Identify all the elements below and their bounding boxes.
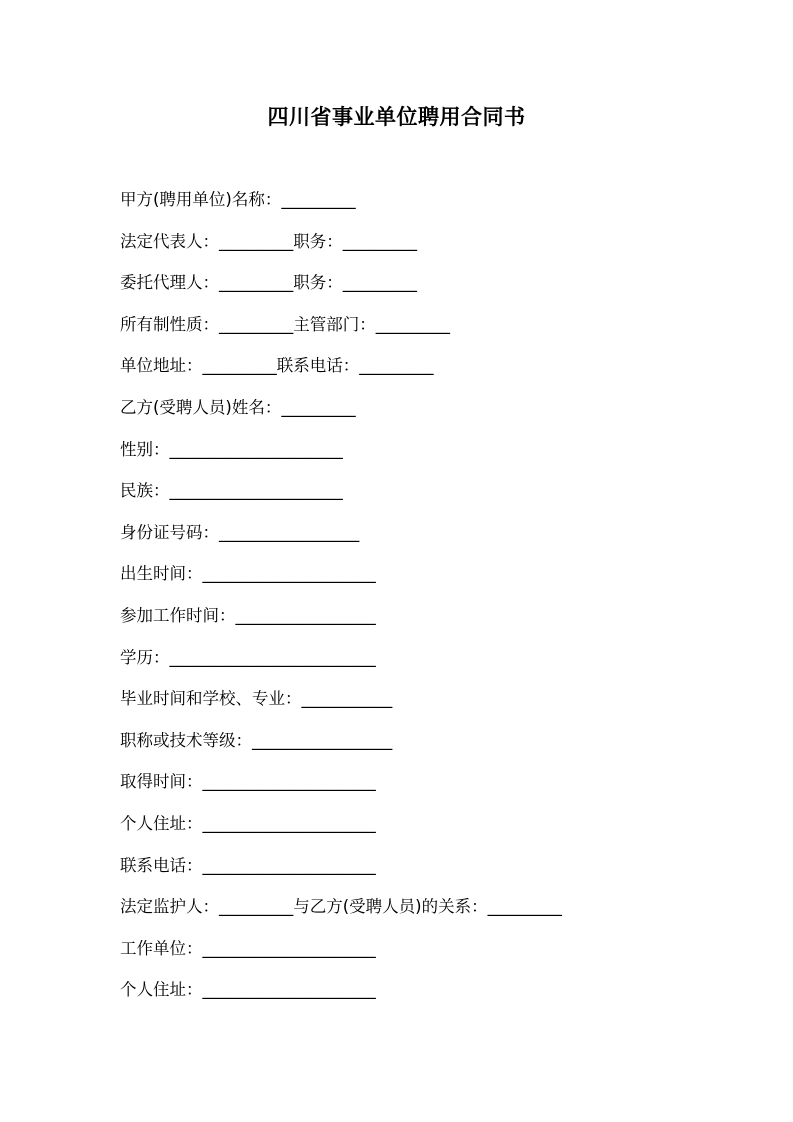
line-text: 出生时间：_____________________ xyxy=(120,564,376,584)
line-guardian-workplace xyxy=(120,935,740,977)
line-ethnicity xyxy=(120,477,740,519)
line-legal-guardian xyxy=(120,893,740,935)
page-title: 四川省事业单位聘用合同书 xyxy=(267,105,526,129)
line-graduation xyxy=(120,685,740,727)
line-text: 所有制性质：_________主管部门：_________ xyxy=(120,314,450,334)
line-text: 民族：_____________________ xyxy=(120,481,343,501)
line-employer-address xyxy=(120,352,740,394)
line-text: 单位地址：_________联系电话：_________ xyxy=(120,356,434,376)
line-education xyxy=(120,644,740,686)
line-work-start-date xyxy=(120,602,740,644)
line-ownership-nature xyxy=(120,311,740,353)
line-text: 委托代理人：_________职务：_________ xyxy=(120,273,417,293)
line-text: 个人住址：_____________________ xyxy=(120,980,376,1000)
line-id-number xyxy=(120,519,740,561)
line-text: 性别：_____________________ xyxy=(120,439,343,459)
line-gender xyxy=(120,436,740,478)
line-text: 毕业时间和学校、专业：___________ xyxy=(120,689,393,709)
line-text: 工作单位：_____________________ xyxy=(120,938,376,958)
line-authorized-agent xyxy=(120,269,740,311)
line-legal-representative xyxy=(120,228,740,270)
line-text: 取得时间：_____________________ xyxy=(120,772,376,792)
line-obtained-date xyxy=(120,768,740,810)
line-employer-name xyxy=(120,186,740,228)
line-text: 身份证号码：_________________ xyxy=(120,522,360,542)
line-guardian-address xyxy=(120,976,740,1018)
line-birth-date xyxy=(120,560,740,602)
line-professional-title xyxy=(120,727,740,769)
form-lines xyxy=(120,186,740,1018)
line-text: 学历：_________________________ xyxy=(120,647,376,667)
line-text: 法定代表人：_________职务：_________ xyxy=(120,231,417,251)
line-text: 法定监护人：_________与乙方(受聘人员)的关系：_________ xyxy=(120,897,562,917)
line-employee-name xyxy=(120,394,740,436)
line-text: 甲方(聘用单位)名称：_________ xyxy=(120,190,356,209)
line-text: 职称或技术等级：_________________ xyxy=(120,730,393,750)
line-text: 参加工作时间：_________________ xyxy=(120,605,376,625)
line-text: 个人住址：_____________________ xyxy=(120,813,376,833)
line-contact-phone xyxy=(120,852,740,894)
line-personal-address xyxy=(120,810,740,852)
line-text: 乙方(受聘人员)姓名：_________ xyxy=(120,397,356,417)
line-text: 联系电话：_____________________ xyxy=(120,855,376,875)
